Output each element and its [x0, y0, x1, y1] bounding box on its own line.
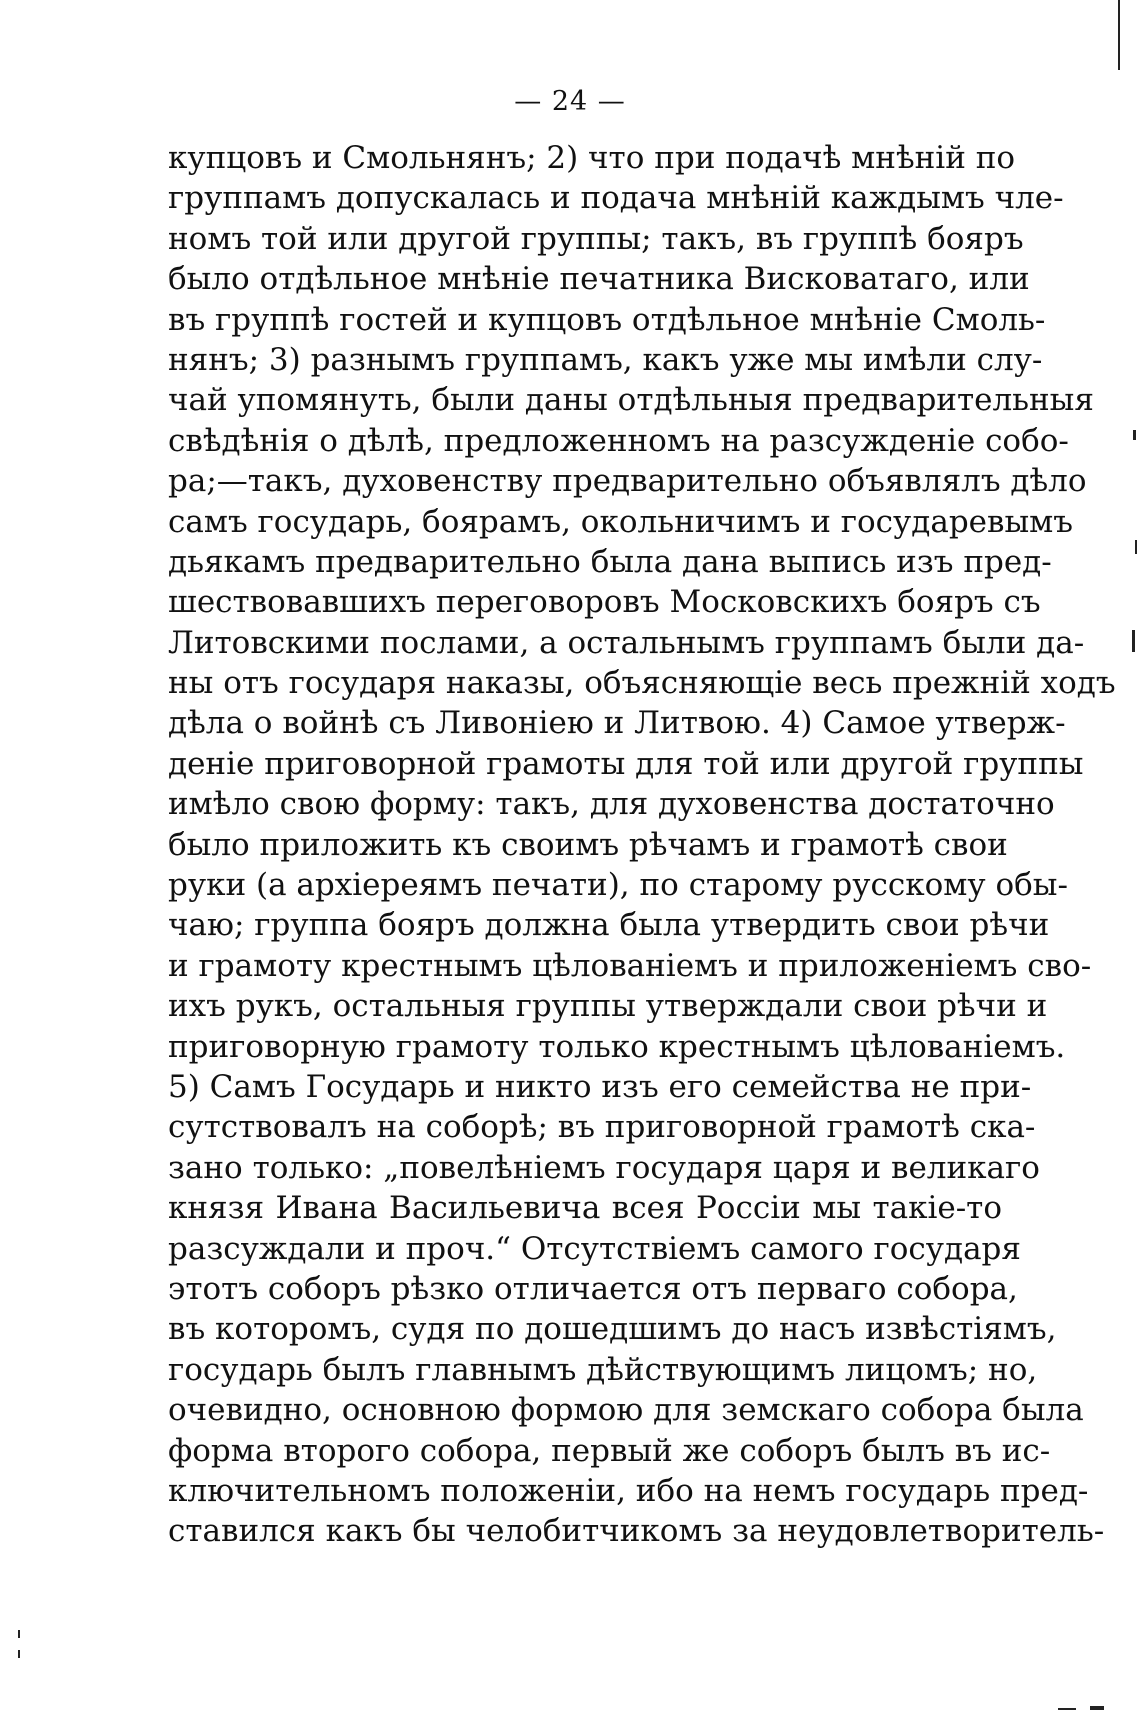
- text-line: приговорную грамоту только крестнымъ цѣлованіемъ.: [168, 1028, 1066, 1065]
- text-line: было отдѣльное мнѣніе печатника Висковатаго, или: [168, 261, 1030, 298]
- text-line: дѣла о войнѣ съ Ливоніею и Литвою. 4) Самое утверж-: [168, 705, 1066, 742]
- scan-edge-mark: [18, 1650, 20, 1658]
- text-line: ключительномъ положеніи, ибо на немъ государь пред-: [168, 1472, 1089, 1509]
- text-line: и грамоту крестнымъ цѣлованіемъ и приложеніемъ сво-: [168, 947, 1092, 984]
- scan-edge-mark: [18, 1630, 20, 1638]
- text-line: князя Ивана Васильевича всея Россіи мы такіе-то: [168, 1190, 1002, 1227]
- body-text: [168, 138, 1116, 1552]
- text-line: ихъ рукъ, остальныя группы утверждали свои рѣчи и: [168, 988, 1048, 1025]
- scan-edge-mark: [1132, 630, 1135, 652]
- text-line: купцовъ и Смольнянъ; 2) что при подачѣ мнѣній по: [168, 140, 1016, 176]
- text-line: 5) Самъ Государь и никто изъ его семейства не при-: [168, 1068, 1032, 1105]
- text-line: было приложить къ своимъ рѣчамъ и грамотѣ свои: [168, 826, 1008, 863]
- text-line: этотъ соборъ рѣзко отличается отъ перваго собора,: [168, 1270, 1018, 1307]
- text-line: свѣдѣнія о дѣлѣ, предложенномъ на разсужденіе собо-: [168, 422, 1069, 459]
- scan-edge-mark: [1135, 540, 1137, 554]
- text-line: шествовавшихъ переговоровъ Московскихъ бояръ съ: [168, 584, 1041, 621]
- text-line: руки (а архіереямъ печати), по старому русскому обы-: [168, 867, 1068, 904]
- text-line: въ которомъ, судя по дошедшимъ до насъ извѣстіямъ,: [168, 1311, 1057, 1348]
- scan-edge-mark: [1090, 1706, 1104, 1710]
- text-line: форма второго собора, первый же соборъ былъ въ ис-: [168, 1432, 1051, 1469]
- page-number: — 24 —: [514, 86, 626, 117]
- text-line: въ группѣ гостей и купцовъ отдѣльное мнѣніе Смоль-: [168, 301, 1046, 338]
- scan-edge-mark: [1133, 430, 1136, 440]
- text-line: ра;—такъ, духовенству предварительно объявлялъ дѣло: [168, 463, 1087, 500]
- text-line: чай упомянуть, были даны отдѣльныя предварительныя: [168, 382, 1094, 419]
- text-line: ставился какъ бы челобитчикомъ за неудовлетворитель-: [168, 1513, 1105, 1550]
- text-line: имѣло свою форму: такъ, для духовенства достаточно: [168, 786, 1055, 823]
- text-line: очевидно, основною формою для земскаго собора была: [168, 1392, 1084, 1429]
- text-line: номъ той или другой группы; такъ, въ группѣ бояръ: [168, 220, 1024, 257]
- text-line: зано только: „повелѣніемъ государя царя и великаго: [168, 1149, 1040, 1186]
- scan-edge-mark: [1118, 0, 1120, 70]
- text-line: дьякамъ предварительно была дана выпись изъ пред-: [168, 543, 1052, 580]
- text-line: группамъ допускалась и подача мнѣній каждымъ чле-: [168, 180, 1064, 217]
- text-line: чаю; группа бояръ должна была утвердить свои рѣчи: [168, 907, 1050, 944]
- text-line: государь былъ главнымъ дѣйствующимъ лицомъ; но,: [168, 1351, 1038, 1388]
- text-line: ны отъ государя наказы, объясняющіе весь прежній ходъ: [168, 665, 1116, 702]
- text-line: деніе приговорной грамоты для той или другой группы: [168, 745, 1084, 782]
- text-line: разсуждали и проч.“ Отсутствіемъ самого государя: [168, 1230, 1021, 1267]
- text-line: Литовскими послами, а остальнымъ группамъ были да-: [168, 624, 1085, 661]
- text-line: самъ государь, боярамъ, окольничимъ и государевымъ: [168, 503, 1073, 540]
- text-line: сутствовалъ на соборѣ; въ приговорной грамотѣ ска-: [168, 1109, 1036, 1146]
- text-line: нянъ; 3) разнымъ группамъ, какъ уже мы имѣли слу-: [168, 341, 1043, 378]
- scan-edge-mark: [1058, 1708, 1076, 1710]
